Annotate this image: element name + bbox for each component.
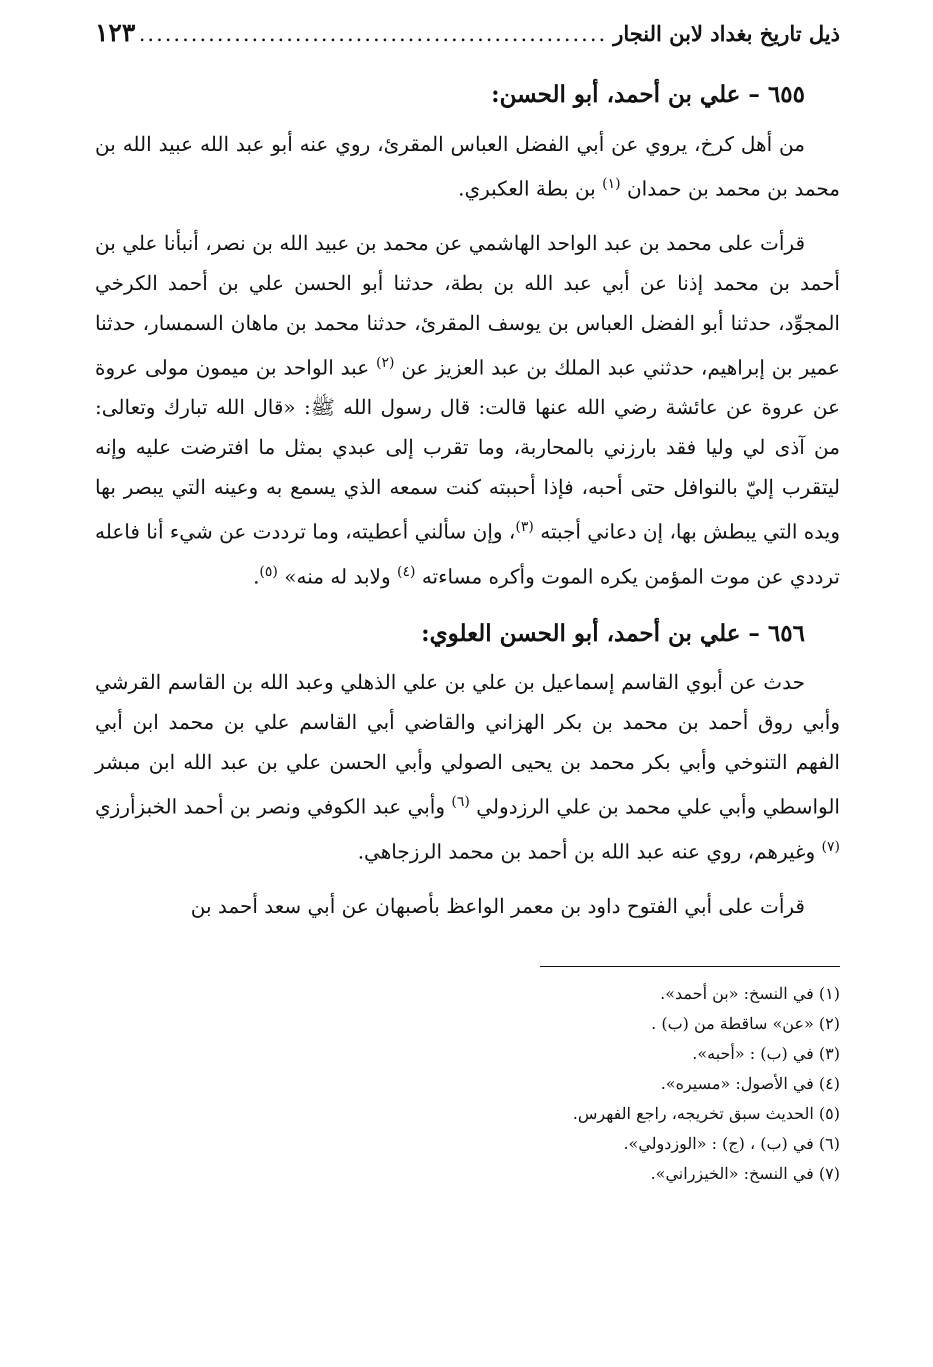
paragraph-text: عبد الواحد بن ميمون مولى عروة عن عروة عن عائشة رضي الله عنها قالت: قال رسول الله ﷺ: «قال الله تبارك وتعالى: من آذى لي وليا فقد بارزني بالمحاربة، وما تقرب إلى عبدي بمثل ما افترضت عليه وإنه ليتقرب إليّ بالنوافل حتى أحبه، فإذا أحببته كنت سمعه الذي يسمع به وعينه التي يبصر بها ويده التي يبطش بها، إن دعاني أجبته xyxy=(95,355,840,544)
body-paragraph xyxy=(95,886,840,926)
footnote-ref: (٦) xyxy=(451,794,470,811)
paragraph-text: من أهل كرخ، يروي عن أبي الفضل العباس المقرئ، روي عنه أبو عبد الله عبيد الله بن محمد بن محمد بن حمدان xyxy=(95,131,840,201)
page-number: ١٢٣ xyxy=(95,18,136,47)
body-paragraph xyxy=(95,223,840,597)
footnote-ref: (٧) xyxy=(821,839,840,856)
footnote-ref: (١) xyxy=(602,175,621,192)
paragraph-text: . xyxy=(253,564,260,589)
footnote: (٣) في (ب) : «أحبه». xyxy=(692,1043,840,1063)
footnote: (٦) في (ب) ، (ج) : «الوزدولي». xyxy=(623,1133,840,1153)
paragraph-text: ولابد له منه» xyxy=(284,564,391,589)
document-page xyxy=(95,18,840,1189)
footnote-ref: (٤) xyxy=(396,563,416,580)
running-head xyxy=(95,18,840,58)
body-paragraph xyxy=(95,124,840,209)
paragraph-text: قرأت على أبي الفتوح داود بن معمر الواعظ بأصبهان عن أبي سعد أحمد بن xyxy=(190,893,805,918)
footnote: (٢) «عن» ساقطة من (ب) . xyxy=(651,1013,840,1033)
footnote: (٤) في الأصول: «مسيره». xyxy=(660,1073,840,1093)
footnote-ref: (٣) xyxy=(515,519,534,536)
paragraph-text: قرأت على محمد بن عبد الواحد الهاشمي عن محمد بن عبيد الله بن نصر، أنبأنا علي بن أحمد بن محمد إذنا عن أبي عبد الله بن بطة، حدثنا أبو الحسن علي بن أحمد الكرخي المجوِّد، حدثنا أبو الفضل العباس بن يوسف المقرئ، حدثنا محمد بن ماهان السمسار، حدثنا عمير بن إبراهيم، حدثني عبد الملك بن عبد العزيز عن xyxy=(95,230,841,380)
paragraph-text: ، وإن سألني أعطيته، وما ترددت عن شيء أنا فاعله ترددي عن موت المؤمن يكره الموت وأكره مساءته xyxy=(95,519,840,589)
paragraph-text: بن بطة العكبري. xyxy=(458,176,596,201)
footnote: (٥) الحديث سبق تخريجه، راجع الفهرس. xyxy=(572,1103,840,1123)
entry-655 xyxy=(95,80,840,597)
paragraph-text: وغيرهم، روي عنه عبد الله بن أحمد بن محمد الرزجاهي. xyxy=(357,839,816,864)
footnote: (٧) في النسخ: «الخيزراني». xyxy=(650,1163,840,1183)
footnote-divider xyxy=(540,966,840,967)
body-paragraph xyxy=(95,662,840,871)
entry-heading: ٦٥٥ – علي بن أحمد، أبو الحسن: xyxy=(491,81,805,108)
paragraph-text: حدث عن أبوي القاسم إسماعيل بن علي بن علي الذهلي وعبد الله بن القاسم القرشي وأبي روق أحمد بن محمد بن بكر الهزاني والقاضي أبي القاسم علي بن محمد ابن أبي الفهم التنوخي وأبي بكر محمد بن يحيى الصولي وأبي الحسن علي بن عبد الله ابن مبشر الواسطي وأبي علي محمد بن علي الرزدولي xyxy=(95,670,840,820)
footnote: (١) في النسخ: «بن أحمد». xyxy=(660,983,840,1003)
entry-656 xyxy=(95,619,840,926)
footnote-ref: (٥) xyxy=(259,563,278,580)
paragraph-text: وأبي عبد الكوفي ونصر بن أحمد الخبزأرزي xyxy=(95,795,446,820)
footnotes-list xyxy=(95,979,840,1189)
entry-heading: ٦٥٦ – علي بن أحمد، أبو الحسن العلوي: xyxy=(421,619,805,647)
leader-dots xyxy=(141,22,607,46)
footnote-ref: (٢) xyxy=(376,354,395,371)
book-title: ذيل تاريخ بغداد لابن النجار xyxy=(613,21,840,46)
